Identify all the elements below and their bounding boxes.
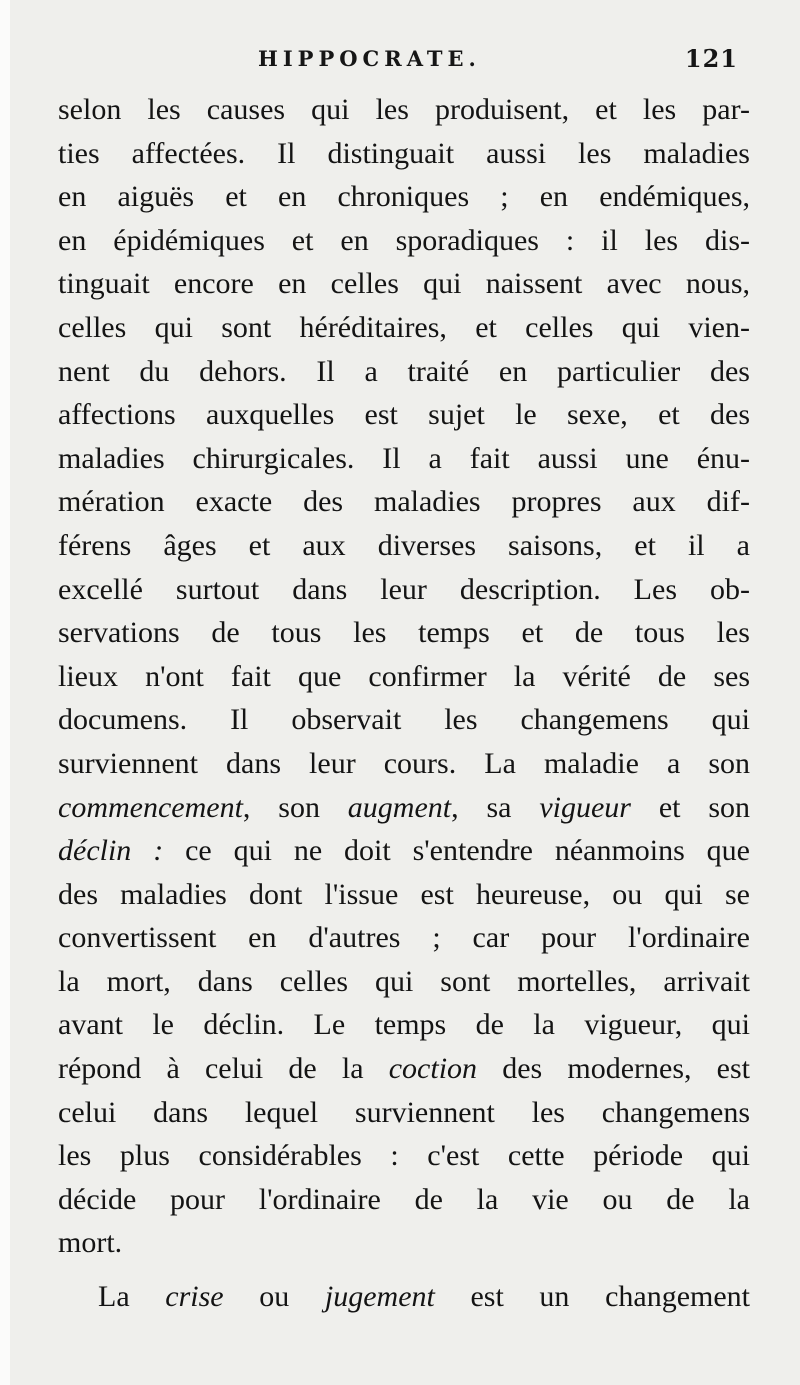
text-line: celui dans lequel surviennent les changemens [58,1095,750,1129]
text-line: celles qui sont héréditaires, et celles qui vien- [58,310,750,344]
text-line: en épidémiques et en sporadiques : il les dis- [58,223,750,257]
text-line: maladies chirurgicales. Il a fait aussi une énu- [58,441,750,475]
text-line: en aiguës et en chroniques ; en endémiques, [58,180,750,214]
text-line: nent du dehors. Il a traité en particulier des [58,354,750,388]
body-text [58,88,750,1319]
italic-term: augment [347,790,452,824]
text-line: ties affectées. Il distinguait aussi les maladies [58,136,750,170]
text-line: mort. [58,1226,123,1260]
text-line: lieux n'ont fait que confirmer la vérité de ses [58,659,750,693]
text-line: servations de tous les temps et de tous les [58,616,750,650]
italic-term: commencement [58,790,243,824]
text-line: férens âges et aux diverses saisons, et il a [58,528,750,562]
text-line: répond à celui de la coction des modernes, est [58,1052,750,1086]
text-line: la mort, dans celles qui sont mortelles, arrivait [58,964,750,998]
text-line: documens. Il observait les changemens qui [58,703,750,737]
text-line: tinguait encore en celles qui naissent avec nous, [58,267,750,301]
text-line: les plus considérables : c'est cette période qui [58,1139,750,1173]
page-number: 121 [684,44,738,73]
text-line: excellé surtout dans leur description. Les ob- [58,572,750,606]
text-line: déclin : ce qui ne doit s'entendre néanmoins que [58,834,750,868]
text-line: affections auxquelles est sujet le sexe, et des [58,398,750,432]
text-line: selon les causes qui les produisent, et les par- [58,93,750,126]
italic-term: crise [165,1280,224,1314]
italic-term: jugement [324,1280,435,1314]
page-header [58,40,738,80]
text-line: surviennent dans leur cours. La maladie a son [58,746,750,780]
text-line: commencement, son augment, sa vigueur et son [58,790,750,824]
page-edge [0,0,10,1385]
text-line: convertissent en d'autres ; car pour l'ordinaire [58,921,750,955]
italic-term: vigueur [539,790,631,824]
text-line: mération exacte des maladies propres aux dif- [58,485,750,519]
running-head: HIPPOCRATE. [258,46,481,71]
italic-term: déclin : [58,834,164,868]
italic-term: coction [388,1052,478,1086]
text-line: avant le déclin. Le temps de la vigueur, qui [58,1008,750,1042]
text-line: des maladies dont l'issue est heureuse, ou qui se [58,877,750,911]
text-line: décide pour l'ordinaire de la vie ou de la [58,1182,750,1216]
text-line: La crise ou jugement est un changement [98,1280,750,1314]
